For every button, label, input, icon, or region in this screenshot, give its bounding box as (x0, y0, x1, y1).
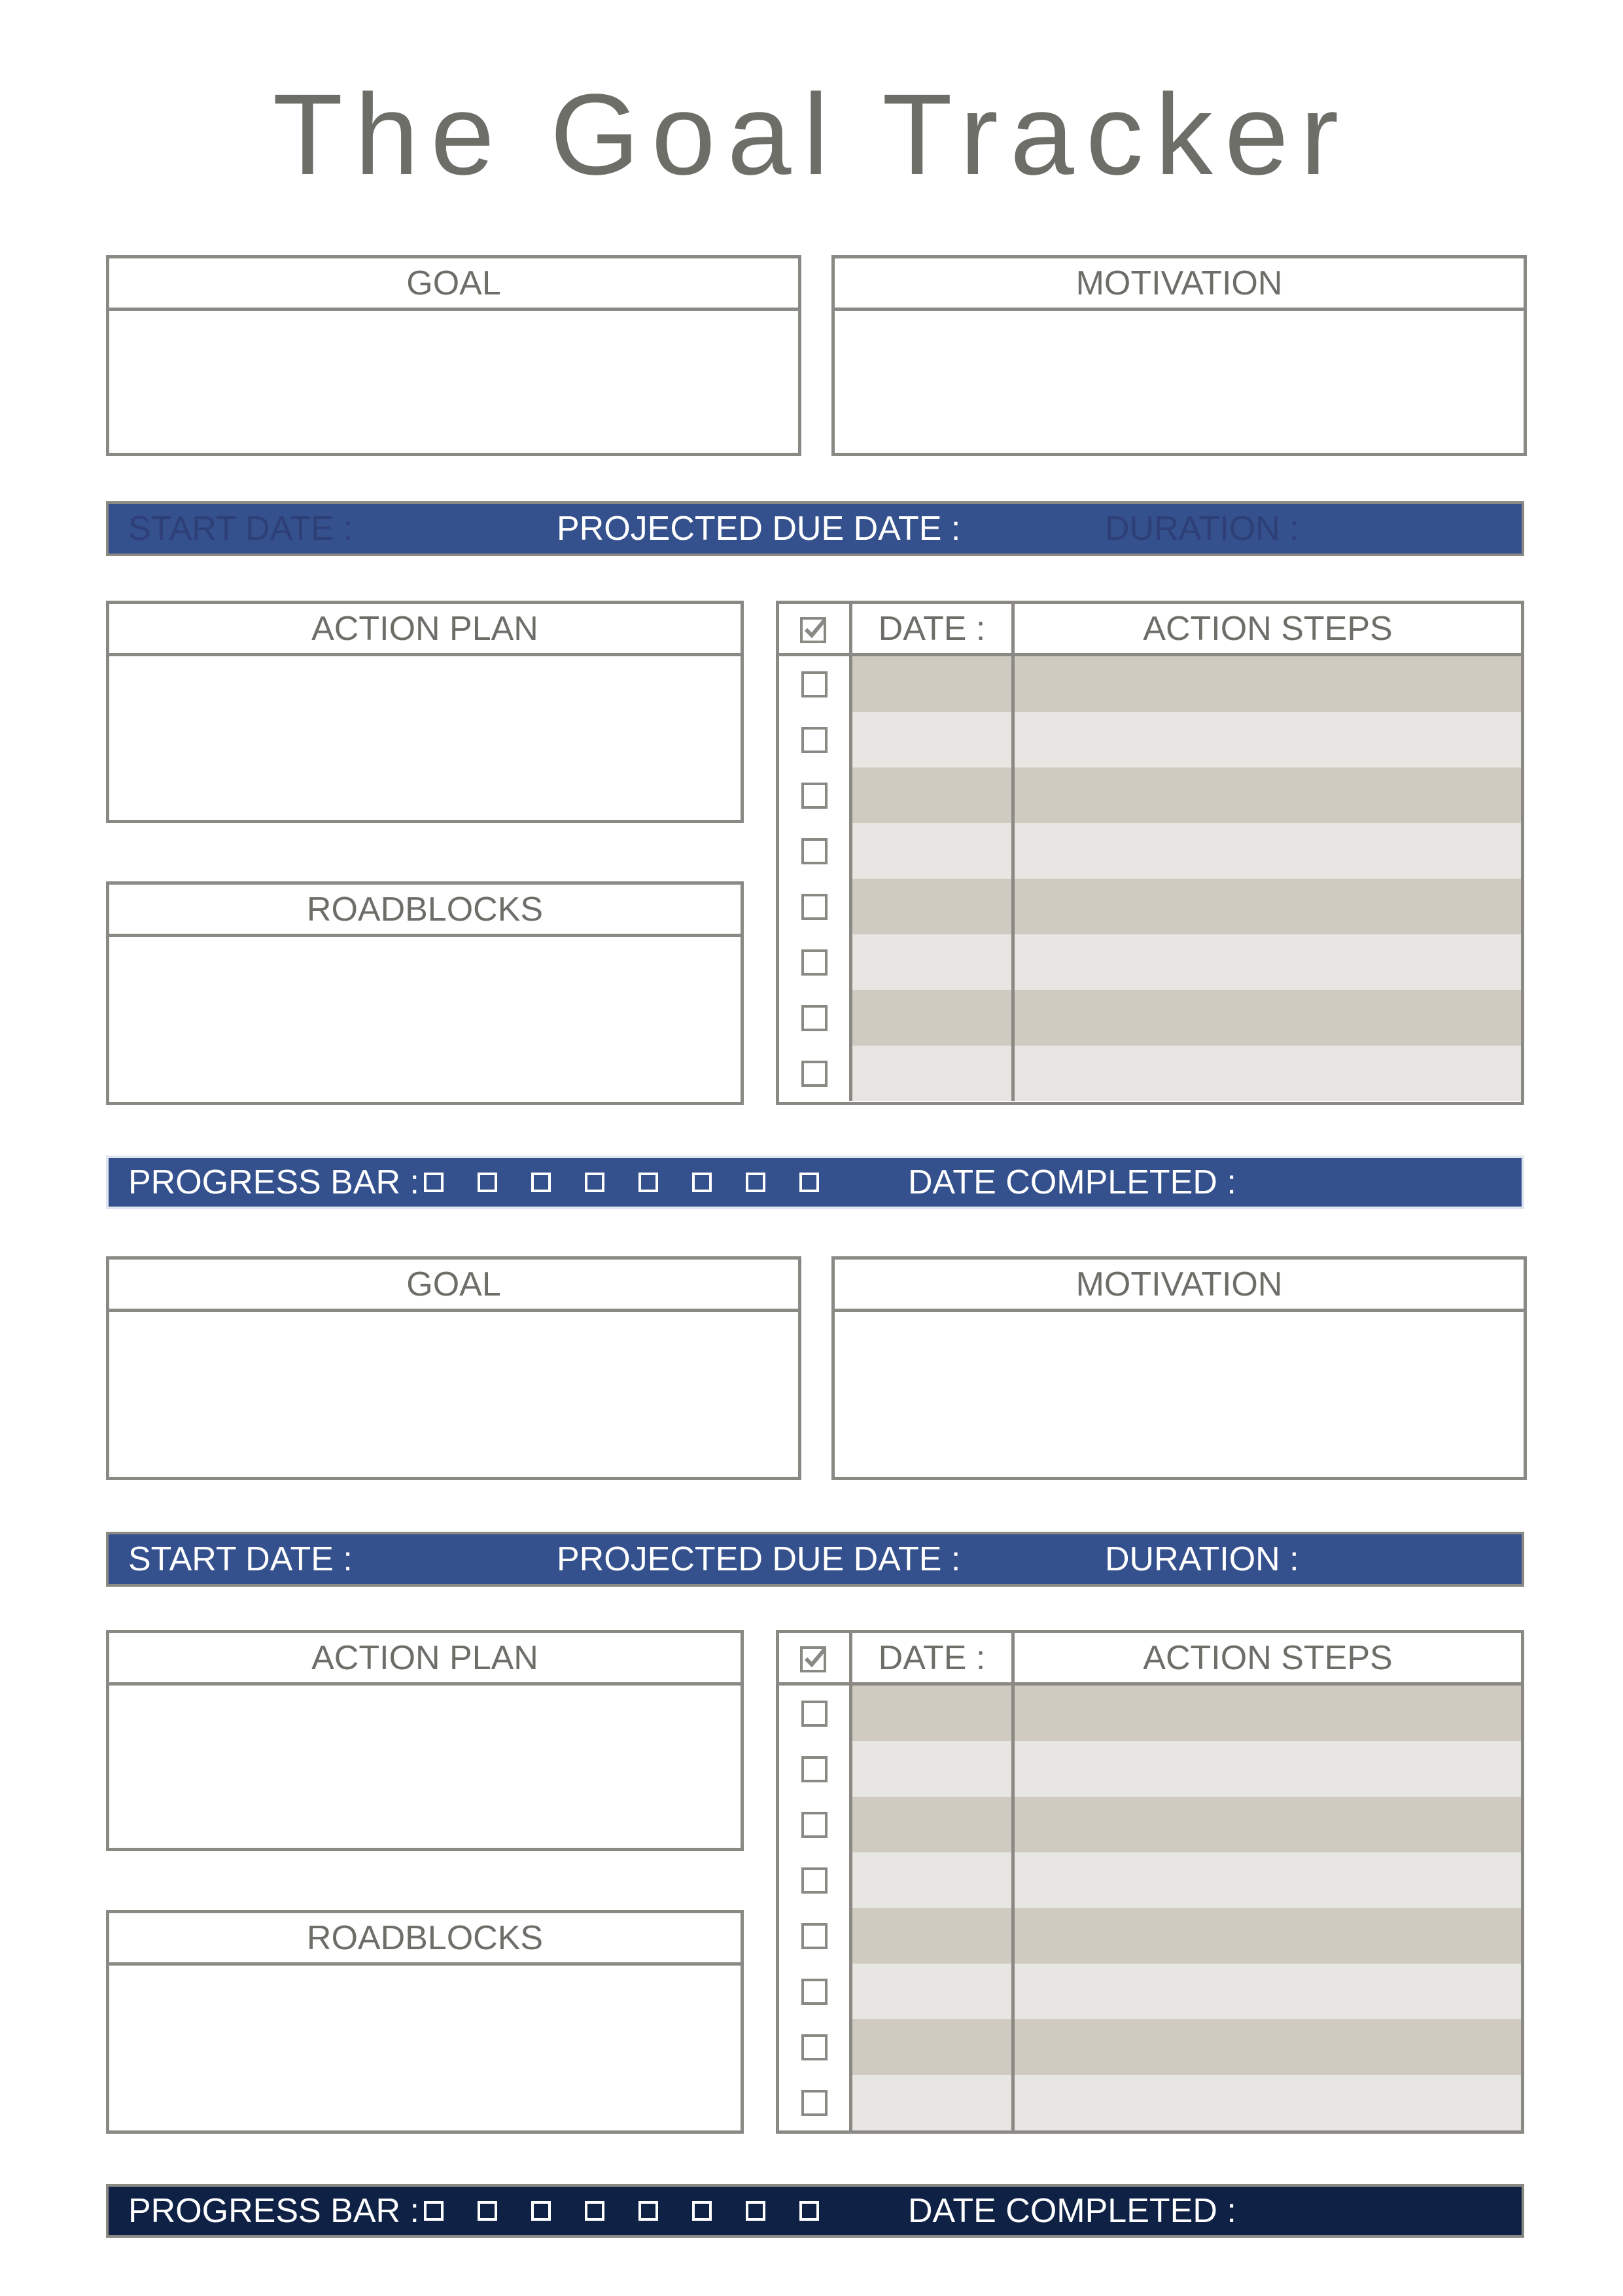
table-row (779, 1741, 1521, 1797)
date-cell[interactable] (852, 1964, 1015, 2019)
checkbox-cell (779, 990, 852, 1046)
date-cell[interactable] (852, 1741, 1015, 1797)
table-row (779, 2075, 1521, 2130)
table-row (779, 1046, 1521, 1101)
roadblocks-label: ROADBLOCKS (109, 885, 741, 937)
progress-box[interactable] (531, 2201, 551, 2221)
action-step-cell[interactable] (1015, 879, 1521, 934)
action-step-cell[interactable] (1015, 768, 1521, 823)
date-cell[interactable] (852, 1852, 1015, 1908)
table-header (779, 604, 1521, 656)
action-step-cell[interactable] (1015, 990, 1521, 1046)
table-row (779, 1908, 1521, 1964)
action-steps-table (776, 601, 1524, 1105)
step-checkbox[interactable] (801, 1756, 828, 1782)
action-steps-table (776, 1630, 1524, 2134)
progress-box[interactable] (692, 1173, 712, 1192)
date-cell[interactable] (852, 823, 1015, 879)
page-title: The Goal Tracker (272, 71, 1351, 199)
motivation-label: MOTIVATION (835, 258, 1524, 311)
table-row (779, 2019, 1521, 2075)
checkbox-cell (779, 1686, 852, 1741)
duration-label: DURATION : (1105, 510, 1299, 548)
motivation-box[interactable] (831, 1256, 1527, 1480)
progress-box[interactable] (585, 2201, 604, 2221)
date-column-header: DATE : (852, 604, 1015, 653)
date-cell[interactable] (852, 879, 1015, 934)
step-checkbox[interactable] (801, 1701, 828, 1727)
table-row (779, 712, 1521, 768)
date-cell[interactable] (852, 1797, 1015, 1852)
motivation-box[interactable] (831, 255, 1527, 456)
progress-bar-strip (106, 1156, 1524, 1209)
action-step-cell[interactable] (1015, 1908, 1521, 1964)
checkbox-cell (779, 656, 852, 712)
date-cell[interactable] (852, 656, 1015, 712)
action-step-cell[interactable] (1015, 712, 1521, 768)
progress-box[interactable] (424, 1173, 444, 1192)
progress-boxes (424, 1173, 853, 1192)
action-step-cell[interactable] (1015, 1741, 1521, 1797)
table-row (779, 990, 1521, 1046)
progress-box[interactable] (478, 2201, 497, 2221)
action-step-cell[interactable] (1015, 1797, 1521, 1852)
date-cell[interactable] (852, 712, 1015, 768)
table-row (779, 934, 1521, 990)
action-steps-column-header: ACTION STEPS (1143, 609, 1393, 648)
checkbox-cell (779, 879, 852, 934)
table-row (779, 1686, 1521, 1741)
progress-bar-label: PROGRESS BAR : (128, 2192, 419, 2230)
date-column-header: DATE : (852, 1633, 1015, 1682)
date-cell[interactable] (852, 1908, 1015, 1964)
date-cell[interactable] (852, 1046, 1015, 1101)
action-step-cell[interactable] (1015, 1852, 1521, 1908)
date-completed-label: DATE COMPLETED : (908, 1163, 1236, 1201)
roadblocks-box[interactable] (106, 1910, 744, 2134)
duration-label: DURATION : (1105, 1540, 1299, 1578)
checkbox-cell (779, 1741, 852, 1797)
progress-box[interactable] (746, 2201, 765, 2221)
checkbox-cell (779, 1852, 852, 1908)
roadblocks-box[interactable] (106, 881, 744, 1105)
start-date-label: START DATE : (128, 510, 353, 548)
checkbox-cell (779, 712, 852, 768)
date-cell[interactable] (852, 1686, 1015, 1741)
checkbox-cell (779, 1046, 852, 1101)
action-step-cell[interactable] (1015, 2075, 1521, 2130)
checkbox-cell (779, 823, 852, 879)
action-plan-label: ACTION PLAN (109, 604, 741, 656)
goal-label: GOAL (109, 1260, 798, 1312)
goal-label: GOAL (109, 258, 798, 311)
progress-boxes (424, 2201, 853, 2221)
step-checkbox[interactable] (801, 783, 828, 809)
date-cell[interactable] (852, 2075, 1015, 2130)
start-date-label: START DATE : (128, 1540, 353, 1578)
step-checkbox[interactable] (801, 671, 828, 698)
progress-box[interactable] (585, 1173, 604, 1192)
step-checkbox[interactable] (801, 1979, 828, 2005)
checkbox-cell (779, 1964, 852, 2019)
step-checkbox[interactable] (801, 1923, 828, 1949)
projected-due-date-label: PROJECTED DUE DATE : (557, 1540, 961, 1578)
step-checkbox[interactable] (801, 1867, 828, 1894)
table-row (779, 823, 1521, 879)
action-plan-box[interactable] (106, 601, 744, 823)
progress-box[interactable] (799, 2201, 819, 2221)
date-cell[interactable] (852, 990, 1015, 1046)
checkbox-checked-icon (779, 1633, 852, 1682)
progress-box[interactable] (638, 1173, 658, 1192)
action-plan-label: ACTION PLAN (109, 1633, 741, 1686)
checkbox-cell (779, 2075, 852, 2130)
action-step-cell[interactable] (1015, 823, 1521, 879)
progress-box[interactable] (746, 1173, 765, 1192)
projected-due-date-label: PROJECTED DUE DATE : (557, 510, 961, 548)
action-step-cell[interactable] (1015, 934, 1521, 990)
action-step-cell[interactable] (1015, 1046, 1521, 1101)
step-checkbox[interactable] (801, 1061, 828, 1087)
step-checkbox[interactable] (801, 838, 828, 864)
action-step-cell[interactable] (1015, 1686, 1521, 1741)
dates-bar (106, 1532, 1524, 1587)
dates-bar (106, 501, 1524, 556)
progress-box[interactable] (799, 1173, 819, 1192)
step-checkbox[interactable] (801, 2090, 828, 2116)
table-row (779, 656, 1521, 712)
step-checkbox[interactable] (801, 2034, 828, 2060)
checkbox-cell (779, 768, 852, 823)
goal-box[interactable] (106, 255, 801, 456)
step-checkbox[interactable] (801, 1005, 828, 1031)
motivation-label: MOTIVATION (835, 1260, 1524, 1312)
table-header (779, 1633, 1521, 1686)
table-row (779, 1964, 1521, 2019)
step-checkbox[interactable] (801, 949, 828, 976)
checkbox-checked-icon (779, 604, 852, 653)
progress-bar-label: PROGRESS BAR : (128, 1163, 419, 1201)
action-step-cell[interactable] (1015, 1964, 1521, 2019)
table-row (779, 1852, 1521, 1908)
step-checkbox[interactable] (801, 727, 828, 753)
action-step-cell[interactable] (1015, 656, 1521, 712)
checkbox-cell (779, 1797, 852, 1852)
date-cell[interactable] (852, 768, 1015, 823)
goal-box[interactable] (106, 1256, 801, 1480)
progress-box[interactable] (478, 1173, 497, 1192)
action-steps-column-header: ACTION STEPS (1143, 1638, 1393, 1677)
action-step-cell[interactable] (1015, 2019, 1521, 2075)
checkbox-cell (779, 934, 852, 990)
table-row (779, 768, 1521, 823)
date-cell[interactable] (852, 2019, 1015, 2075)
action-plan-box[interactable] (106, 1630, 744, 1851)
table-row (779, 879, 1521, 934)
progress-box[interactable] (531, 1173, 551, 1192)
progress-bar-strip (106, 2184, 1524, 2238)
progress-box[interactable] (424, 2201, 444, 2221)
date-cell[interactable] (852, 934, 1015, 990)
date-completed-label: DATE COMPLETED : (908, 2192, 1236, 2230)
checkbox-cell (779, 1908, 852, 1964)
roadblocks-label: ROADBLOCKS (109, 1913, 741, 1966)
progress-box[interactable] (638, 2201, 658, 2221)
step-checkbox[interactable] (801, 1812, 828, 1838)
progress-box[interactable] (692, 2201, 712, 2221)
table-row (779, 1797, 1521, 1852)
checkbox-cell (779, 2019, 852, 2075)
step-checkbox[interactable] (801, 894, 828, 920)
